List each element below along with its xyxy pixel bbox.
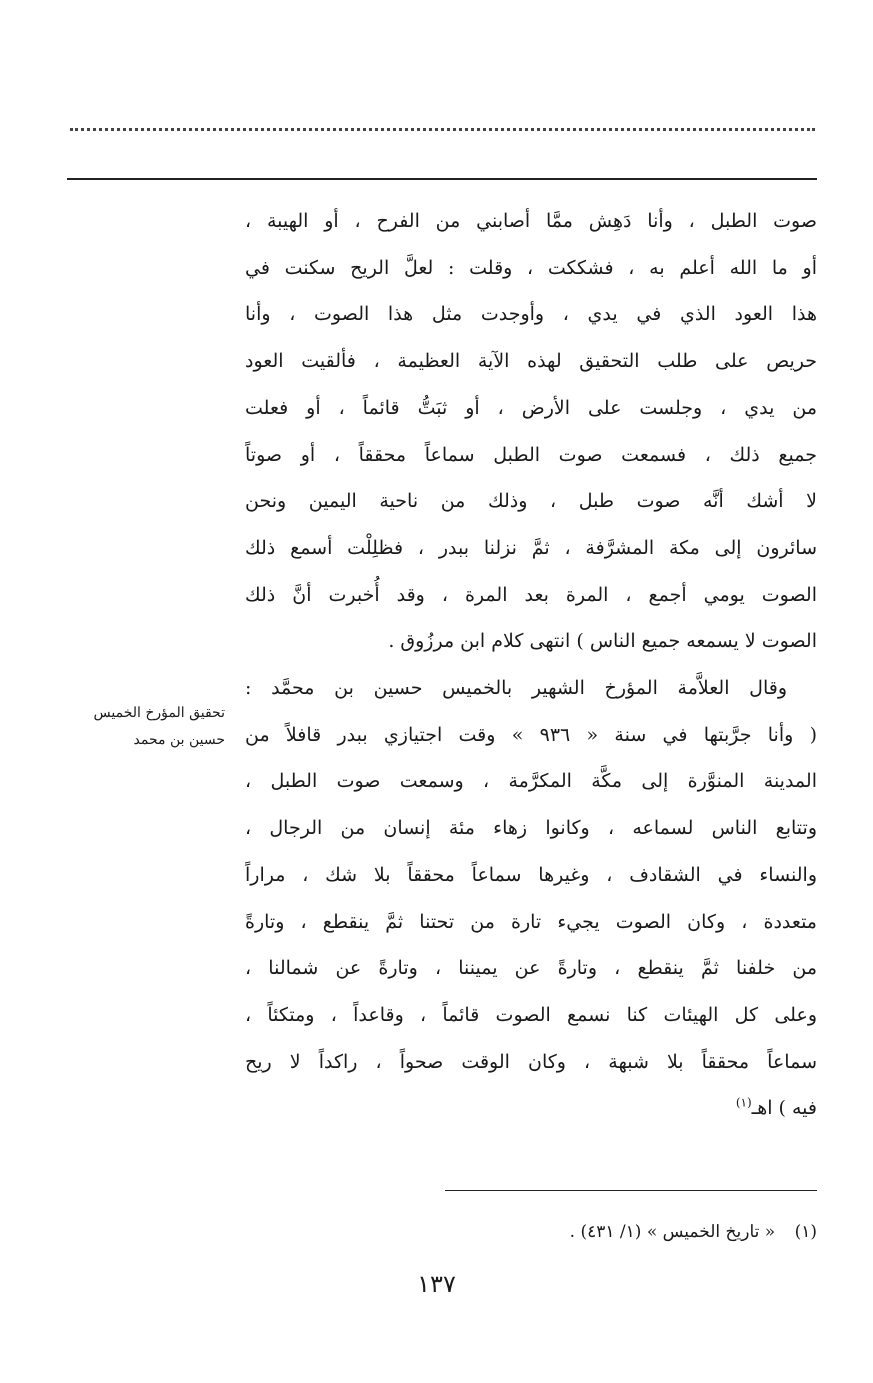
text-line: الصوت لا يسمعه جميع الناس ) انتهى كلام ابن مرزُوق . xyxy=(388,630,817,653)
text-line: وتتابع الناس لسماعه ، وكانوا زهاء مئة إنسان من الرجال ، xyxy=(245,817,817,840)
text-line: وعلى كل الهيئات كنا نسمع الصوت قائماً ، وقاعداً ، ومتكئاً ، xyxy=(245,1003,817,1026)
footnote xyxy=(430,1222,817,1242)
text-line: سائرون إلى مكة المشرَّفة ، ثمَّ نزلنا ببدر ، فظلِلْت أسمع ذلك xyxy=(245,536,817,559)
main-text xyxy=(245,198,817,1132)
margin-note-line: تحقيق المؤرخ الخميس xyxy=(93,705,225,721)
paragraph-2 xyxy=(245,665,817,1132)
text-line: من يدي ، وجلست على الأرض ، أو ثبَتُّ قائماً ، أو فعلت xyxy=(245,396,817,419)
text-line: متعددة ، وكان الصوت يجيء تارة من تحتنا ثمَّ ينقطع ، وتارةً xyxy=(245,910,817,933)
header-rule xyxy=(67,178,817,180)
dotted-header-rule xyxy=(70,128,815,131)
text-line: هذا العود الذي في يدي ، وأوجدت مثل هذا الصوت ، وأنا xyxy=(245,303,817,326)
margin-note xyxy=(60,700,225,754)
footnote-text: « تاريخ الخميس » (١/ ٤٣١) . xyxy=(569,1222,776,1242)
footnote-marker[interactable]: (١) xyxy=(735,1096,752,1111)
text-line: حريص على طلب التحقيق لهذه الآية العظيمة ، فألقيت العود xyxy=(245,350,817,373)
text-line: جميع ذلك ، فسمعت صوت الطبل سماعاً محققاً ، أو صوتاً xyxy=(245,443,817,466)
text-line: والنساء في الشقادف ، وغيرها سماعاً محققاً بلا شك ، مراراً xyxy=(245,863,817,886)
text-line: وقال العلاَّمة المؤرخ الشهير بالخميس حسين بن محمَّد : xyxy=(245,677,787,700)
text-line: صوت الطبل ، وأنا دَهِش ممَّا أصابني من الفرح ، أو الهيبة ، xyxy=(245,210,817,232)
text-line: المدينة المنوَّرة إلى مكَّة المكرَّمة ، وسمعت صوت الطبل ، xyxy=(245,770,817,793)
footnote-rule xyxy=(445,1190,817,1191)
page-number: ١٣٧ xyxy=(417,1270,456,1298)
text-line-content: فيه ) اهـ xyxy=(751,1097,817,1120)
text-line: ( وأنا جرَّبتها في سنة « ٩٣٦ » وقت اجتيازي ببدر قافلاً من xyxy=(245,723,817,746)
margin-note-line: حسين بن محمد xyxy=(133,732,225,748)
text-line-last xyxy=(245,1085,817,1132)
text-line: الصوت يومي أجمع ، المرة بعد المرة ، وقد أُخبرت أنَّ ذلك xyxy=(245,583,817,606)
text-line: لا أشك أنَّه صوت طبل ، وذلك من ناحية اليمين ونحن xyxy=(245,490,817,513)
text-line: أو ما الله أعلم به ، فشككت ، وقلت : لعلَّ الريح سكنت في xyxy=(245,256,817,279)
text-line: من خلفنا ثمَّ ينقطع ، وتارةً عن يميننا ، وتارةً عن شمالنا ، xyxy=(245,957,817,980)
text-line: سماعاً محققاً بلا شبهة ، وكان الوقت صحواً ، راكداً لا ريح xyxy=(245,1050,817,1073)
footnote-number: (١) xyxy=(794,1222,817,1242)
paragraph-1 xyxy=(245,198,817,665)
